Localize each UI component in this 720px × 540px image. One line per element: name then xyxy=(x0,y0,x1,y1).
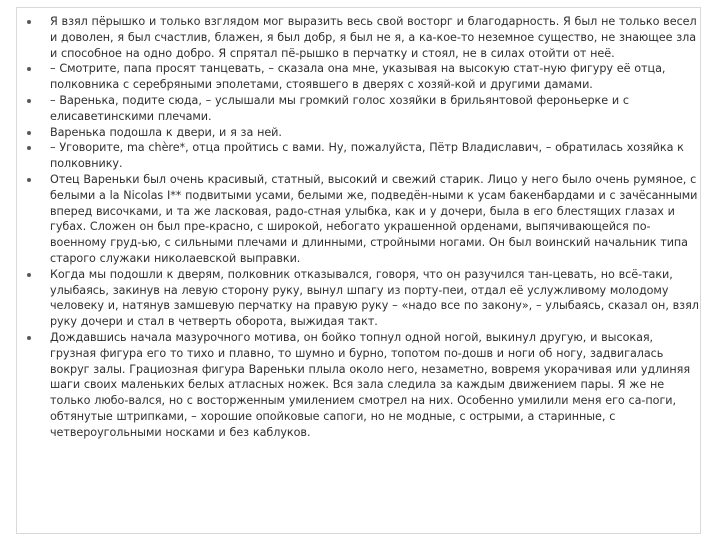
paragraph-text: Дождавшись начала мазурочного мотива, он бойко топнул одной ногой, выкинул другую, и высокая, грузная фигура его то тихо и плавно, то шумно и бурно, топотом по-дошв и ноги об ногу, задвигалась вокруг залы. Грациозная фигура Вареньки плыла около него, незаметно, вовремя укорачивая или удлиняя шаги своих маленьких белых атласных ножек. Вся зала следила за каждым движением пары. Я же не только любо-вался, но с восторженным умилением смотрел на них. Особенно умилили меня его са-поги, обтянутые штрипками, – хорошие опойковые сапоги, но не модные, с острыми, а старинные, с четвероугольными носками и без каблуков. xyxy=(50,330,691,439)
bullet-paragraph xyxy=(22,14,702,61)
bullet-dot-icon xyxy=(27,99,31,103)
bullet-paragraph xyxy=(22,172,702,267)
bullet-paragraph xyxy=(22,140,702,172)
paragraph-text: – Смотрите, папа просят танцевать, – сказала она мне, указывая на высокую стат-ную фигуру её отца, полковника с серебряными эполетами, стоявшего в дверях с хозяй-кой и другими дамами. xyxy=(50,62,666,92)
paragraph-text: – Варенька, подите сюда, – услышали мы громкий голос хозяйки в брильянтовой фероньерке и с елисаветинскими плечами. xyxy=(50,93,630,123)
bullet-dot-icon xyxy=(27,131,31,135)
bullet-list xyxy=(22,14,702,441)
bullet-dot-icon xyxy=(27,146,31,150)
bullet-paragraph xyxy=(22,93,702,125)
bullet-dot-icon xyxy=(27,20,31,24)
bullet-paragraph xyxy=(22,330,702,441)
bullet-paragraph xyxy=(22,125,702,141)
bullet-dot-icon xyxy=(27,273,31,277)
paragraph-text: Я взял пёрышко и только взглядом мог выразить весь свой восторг и благодарность. Я был не только весел и доволен, я был счастлив, блажен, я был добр, я был не я, а ка-кое-то неземное существо, не знающее зла и способное на одно добро. Я спрятал пё-рышко в перчатку и стоял, не в силах отойти от неё. xyxy=(50,15,697,60)
bullet-paragraph xyxy=(22,267,702,330)
bullet-paragraph xyxy=(22,61,702,93)
paragraph-text: Варенька подошла к двери, и я за ней. xyxy=(50,125,282,139)
paragraph-text: Когда мы подошли к дверям, полковник отказывался, говоря, что он разучился тан-цевать, но всё-таки, улыбаясь, закинув на левую сторону руку, вынул шпагу из порту-пеи, отдал её услужливому молодому человеку и, натянув замшевую перчатку на правую руку – «надо все по закону», – улыбаясь, сказал он, взял руку дочери и стал в четверть оборота, выжидая такт. xyxy=(50,267,699,329)
bullet-dot-icon xyxy=(27,336,31,340)
bullet-dot-icon xyxy=(27,67,31,71)
paragraph-text: Отец Вареньки был очень красивый, статный, высокий и свежий старик. Лицо у него было очень румяное, с белыми a la Nicolas I** подвитыми усами, белыми же, подведён-ными к усам бакенбардами и с зачёсанными вперед височками, и та же ласковая, радо-стная улыбка, как и у дочери, была в его блестящих глазах и губах. Сложен он был пре-красно, с широкой, небогато украшенной орденами, выпячивающейся по-военному груд-ью, с сильными плечами и длинными, стройными ногами. Он был воинский начальник типа старого служаки николаевской выправки. xyxy=(50,172,698,265)
bullet-dot-icon xyxy=(27,178,31,182)
paragraph-text: – Уговорите, ma chère*, отца пройтись с вами. Ну, пожалуйста, Пётр Владиславич, – обратилась хозяйка к полковнику. xyxy=(50,141,684,171)
